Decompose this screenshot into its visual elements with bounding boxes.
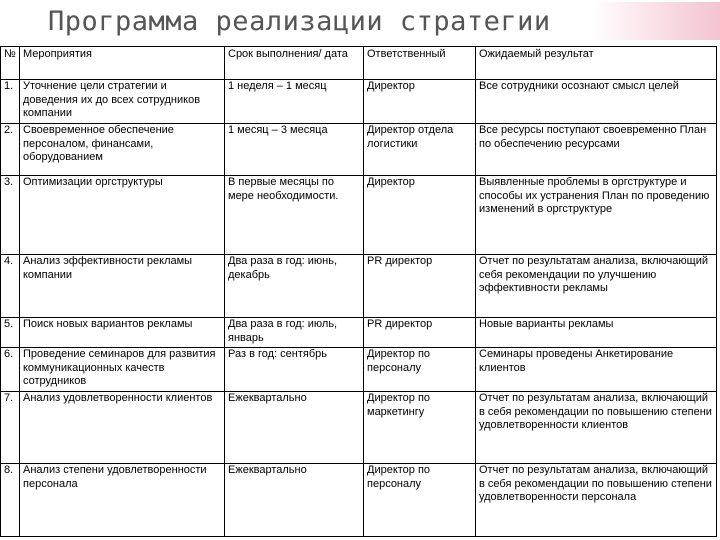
cell-result: Все сотрудники осознают смысл целей xyxy=(476,80,717,124)
cell-result: Отчет по результатам анализа, включающий себя рекомендации по улучшению эффективности рекламы xyxy=(476,255,717,318)
cell-activity: Проведение семинаров для развития коммуникационных качеств сотрудников xyxy=(20,348,225,392)
cell-num: 6. xyxy=(1,348,20,392)
cell-responsible: Директор по маркетингу xyxy=(364,392,476,464)
header-responsible: Ответственный xyxy=(364,47,476,80)
cell-num: 1. xyxy=(1,80,20,124)
cell-responsible: Директор отдела логистики xyxy=(364,124,476,176)
table-row xyxy=(1,176,717,255)
header-term: Срок выполнения/ дата xyxy=(225,47,364,80)
table-row xyxy=(1,124,717,176)
cell-activity: Уточнение цели стратегии и доведения их до всех сотрудников компании xyxy=(20,80,225,124)
page-title: Программа реализации стратегии xyxy=(48,6,551,37)
cell-responsible: Директор xyxy=(364,80,476,124)
cell-result: Новые варианты рекламы xyxy=(476,318,717,348)
cell-num: 4. xyxy=(1,255,20,318)
header-result: Ожидаемый результат xyxy=(476,47,717,80)
cell-responsible: Директор xyxy=(364,176,476,255)
cell-term: Два раза в год: июнь, декабрь xyxy=(225,255,364,318)
cell-responsible: Директор по персоналу xyxy=(364,348,476,392)
cell-num: 8. xyxy=(1,464,20,537)
cell-activity: Анализ удовлетворенности клиентов xyxy=(20,392,225,464)
cell-result: Выявленные проблемы в оргструктуре и способы их устранения План по проведению изменений в оргструктуре xyxy=(476,176,717,255)
header-activity: Мероприятия xyxy=(20,47,225,80)
cell-responsible: PR директор xyxy=(364,318,476,348)
cell-result: Все ресурсы поступают своевременно План по обеспечению ресурсами xyxy=(476,124,717,176)
cell-num: 3. xyxy=(1,176,20,255)
cell-activity: Оптимизации оргструктуры xyxy=(20,176,225,255)
cell-result: Отчет по результатам анализа, включающий в себя рекомендации по повышению степени удовлетворенности персонала xyxy=(476,464,717,537)
table-row xyxy=(1,348,717,392)
table-header-row xyxy=(1,47,717,80)
cell-activity: Анализ степени удовлетворенности персонала xyxy=(20,464,225,537)
cell-result: Семинары проведены Анкетирование клиентов xyxy=(476,348,717,392)
cell-num: 5. xyxy=(1,318,20,348)
table-row xyxy=(1,80,717,124)
cell-activity: Поиск новых вариантов рекламы xyxy=(20,318,225,348)
cell-term: 1 месяц – 3 месяца xyxy=(225,124,364,176)
table-row xyxy=(1,255,717,318)
cell-term: В первые месяцы по мере необходимости. xyxy=(225,176,364,255)
table-row xyxy=(1,464,717,537)
decorative-gradient-bar xyxy=(591,2,720,40)
table-row xyxy=(1,392,717,464)
cell-activity: Анализ эффективности рекламы компании xyxy=(20,255,225,318)
cell-term: 1 неделя – 1 месяц xyxy=(225,80,364,124)
cell-responsible: Директор по персоналу xyxy=(364,464,476,537)
cell-term: Ежеквартально xyxy=(225,392,364,464)
cell-activity: Своевременное обеспечение персоналом, финансами, оборудованием xyxy=(20,124,225,176)
cell-term: Ежеквартально xyxy=(225,464,364,537)
cell-term: Раз в год: сентябрь xyxy=(225,348,364,392)
header-num: № xyxy=(1,47,20,80)
table-row xyxy=(1,318,717,348)
cell-result: Отчет по результатам анализа, включающий в себя рекомендации по повышению степени удовлетворенности клиентов xyxy=(476,392,717,464)
strategy-plan-table xyxy=(0,46,717,537)
cell-responsible: PR директор xyxy=(364,255,476,318)
cell-term: Два раза в год: июль, январь xyxy=(225,318,364,348)
cell-num: 2. xyxy=(1,124,20,176)
cell-num: 7. xyxy=(1,392,20,464)
